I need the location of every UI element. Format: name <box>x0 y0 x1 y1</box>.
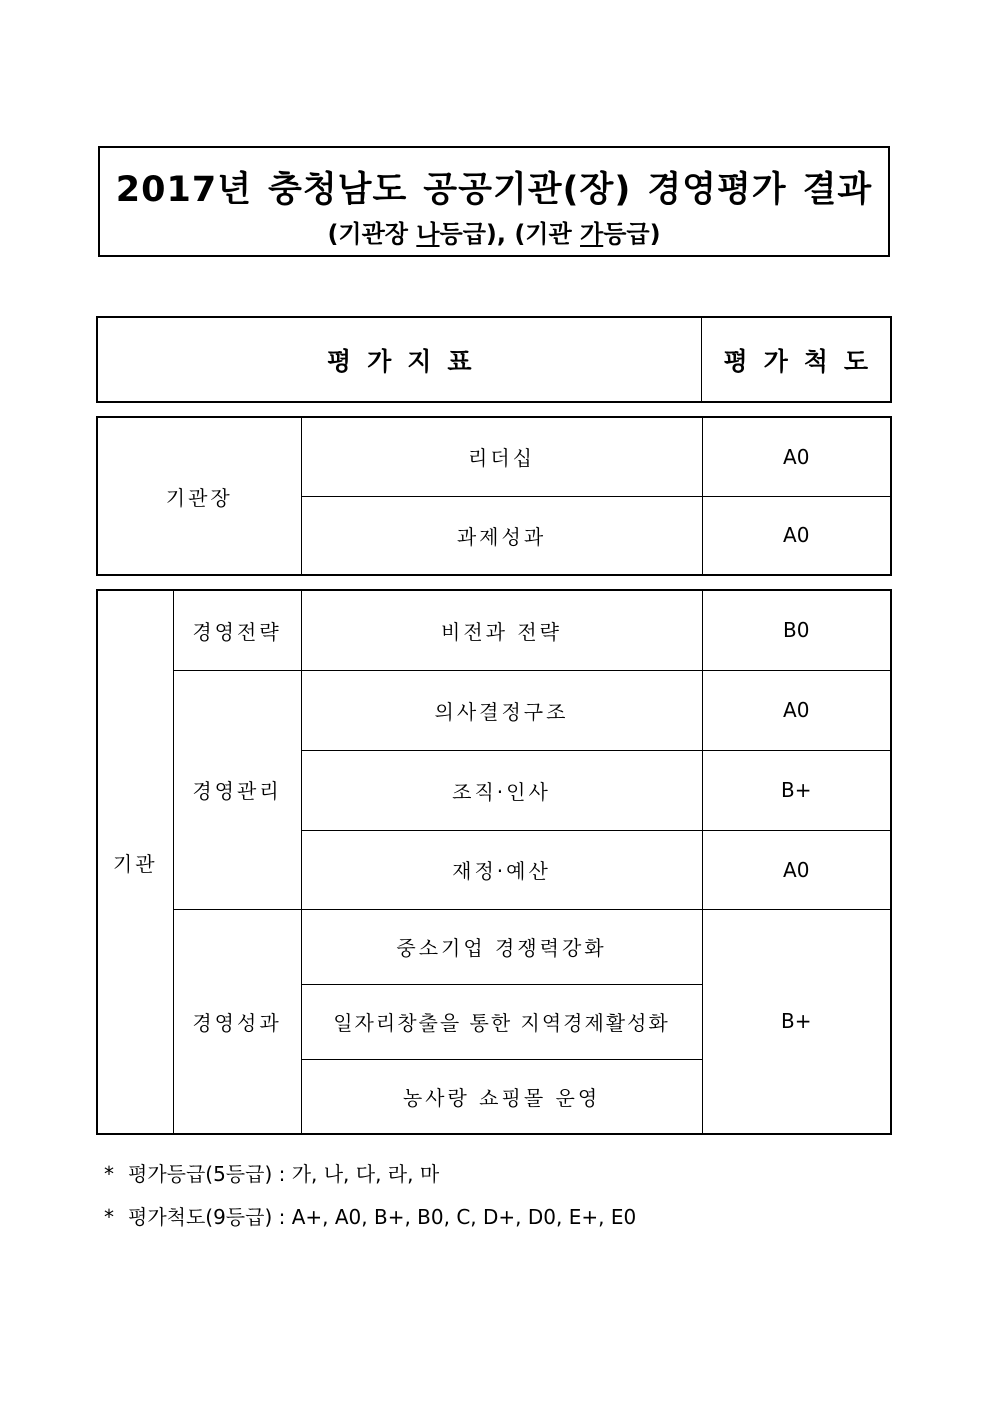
footnote: * 평가등급(5등급) : 가, 나, 다, 라, 마 <box>104 1162 440 1186</box>
indicator-cell: 비전과 전략 <box>301 590 702 670</box>
head-grade: 나 <box>416 220 440 248</box>
document-title <box>100 162 888 212</box>
document-subtitle: (기관장 나등급), (기관 가등급) <box>327 220 661 248</box>
indicator-cell: 리더십 <box>301 417 702 496</box>
category-cell: 경영성과 <box>173 909 301 1134</box>
indicator-cell: 중소기업 경쟁력강화 <box>301 909 702 984</box>
footnotes <box>104 1153 636 1239</box>
title-word: 결과 <box>802 170 873 210</box>
institution-table <box>96 589 892 1135</box>
title-box <box>98 146 890 257</box>
category-cell: 경영관리 <box>173 670 301 909</box>
org-grade: 가 <box>580 220 604 248</box>
title-word: 공공기관(장) <box>423 170 632 210</box>
grade-cell: A0 <box>702 670 891 750</box>
grade-cell: A0 <box>702 417 891 496</box>
scale-header: 평가척도 <box>701 317 891 402</box>
indicator-header: 평가지표 <box>97 317 701 402</box>
section-label-org: 기관 <box>97 590 173 1134</box>
indicator-cell: 의사결정구조 <box>301 670 702 750</box>
institution-head-table <box>96 416 892 576</box>
grade-cell: B+ <box>702 750 891 830</box>
indicator-cell: 일자리창출을 통한 지역경제활성화 <box>301 984 702 1059</box>
indicator-cell: 재정·예산 <box>301 830 702 909</box>
title-word: 충청남도 <box>268 170 408 210</box>
indicator-cell: 과제성과 <box>301 496 702 575</box>
title-word: 경영평가 <box>647 170 787 210</box>
footnote: * 평가척도(9등급) : A+, A0, B+, B0, C, D+, D0, E+, E0 <box>104 1205 637 1229</box>
category-cell: 경영전략 <box>173 590 301 670</box>
section-label-head: 기관장 <box>97 417 301 575</box>
header-table <box>96 316 892 403</box>
title-year: 2017년 <box>115 170 253 210</box>
grade-cell: A0 <box>702 830 891 909</box>
grade-cell: A0 <box>702 496 891 575</box>
indicator-cell: 농사랑 쇼핑몰 운영 <box>301 1059 702 1134</box>
indicator-cell: 조직·인사 <box>301 750 702 830</box>
grade-cell: B+ <box>702 909 891 1134</box>
grade-cell: B0 <box>702 590 891 670</box>
